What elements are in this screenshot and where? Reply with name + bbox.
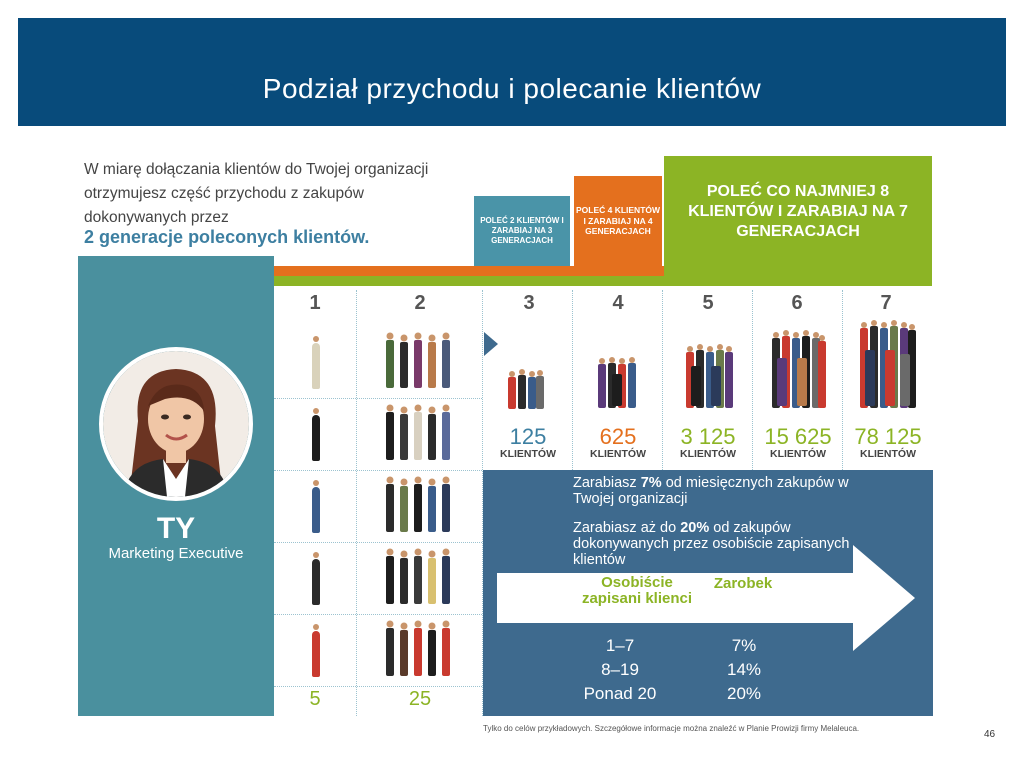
client-count: 3 125 bbox=[680, 424, 736, 449]
green-strip bbox=[274, 276, 932, 286]
crowd-icon bbox=[594, 356, 640, 412]
page-title: Podział przychodu i polecanie klientów bbox=[262, 73, 762, 104]
grid-divider bbox=[274, 686, 482, 687]
intro-text: W miarę dołączania klientów do Twojej organizacji otrzymujesz część przychodu z zakupów dokonywanych przez bbox=[84, 161, 429, 226]
client-count: 625 bbox=[599, 424, 637, 449]
group-of-five-icon bbox=[380, 618, 460, 680]
orange-strip bbox=[274, 266, 664, 276]
generation-7-number: 7 bbox=[880, 292, 892, 314]
generation-2-total: 25 bbox=[408, 688, 432, 710]
tab-refer-2: POLEĆ 2 KLIENTÓW I ZARABIAJ NA 3 GENERACJACH bbox=[474, 196, 570, 266]
group-of-five-icon bbox=[380, 474, 460, 536]
grid-divider bbox=[274, 470, 482, 471]
crowd-icon bbox=[768, 330, 828, 412]
earnings-personal-text: Zarabiasz aż do 20% od zakupów dokonywanych przez osobiście zapisanych klientów bbox=[573, 520, 850, 568]
page-number: 46 bbox=[984, 729, 996, 740]
client-count: 125 bbox=[509, 424, 547, 449]
group-of-five-icon bbox=[380, 402, 460, 464]
tab-refer-8: POLEĆ CO NAJMNIEJ 8 KLIENTÓW I ZARABIAJ NA 7 GENERACJACH bbox=[664, 156, 932, 286]
table-cell-clients: 8–19 bbox=[601, 660, 639, 679]
woman-portrait-icon bbox=[99, 347, 253, 501]
generation-2-number: 2 bbox=[414, 292, 426, 314]
flow-arrow-icon bbox=[484, 332, 498, 356]
table-header-earning: Zarobek bbox=[713, 575, 773, 592]
client-count-label: KLIENTÓW bbox=[500, 448, 556, 460]
client-count: 78 125 bbox=[854, 424, 922, 449]
group-of-five-icon bbox=[380, 330, 460, 392]
earnings-organization-text: Zarabiasz 7% od miesięcznych zakupów w Twojej organizacji bbox=[573, 475, 849, 507]
generation-4-number: 4 bbox=[612, 292, 624, 314]
grid-divider bbox=[274, 542, 482, 543]
crowd-icon bbox=[504, 368, 546, 412]
disclaimer-text: Tylko do celów przykładowych. Szczegółowe informacje można znaleźć w Planie Prowizji firmy Melaleuca. bbox=[483, 724, 860, 733]
crowd-icon bbox=[682, 344, 736, 412]
grid-divider bbox=[356, 290, 357, 716]
client-count-label: KLIENTÓW bbox=[680, 448, 736, 460]
intro-emphasis: 2 generacje poleconych klientów. bbox=[84, 227, 370, 247]
table-cell-clients: Ponad 20 bbox=[583, 684, 657, 703]
table-cell-earning: 7% bbox=[731, 636, 757, 655]
table-cell-earning: 14% bbox=[726, 660, 762, 679]
table-cell-earning: 20% bbox=[726, 684, 762, 703]
crowd-icon bbox=[856, 320, 918, 412]
title-banner bbox=[18, 18, 1006, 126]
client-count-label: KLIENTÓW bbox=[770, 448, 826, 460]
group-of-five-icon bbox=[380, 546, 460, 608]
tab-refer-4: POLEĆ 4 KLIENTÓW I ZARABIAJ NA 4 GENERACJACH bbox=[574, 176, 662, 266]
generation-5-number: 5 bbox=[702, 292, 714, 314]
profile-name: TY bbox=[156, 512, 196, 545]
client-count: 15 625 bbox=[764, 424, 832, 449]
generation-1-total: 5 bbox=[309, 688, 321, 710]
grid-divider bbox=[274, 614, 482, 615]
table-header-clients: Osobiście zapisani klienci bbox=[581, 574, 693, 607]
grid-divider bbox=[274, 398, 482, 399]
generation-1-number: 1 bbox=[309, 292, 321, 314]
generation-3-number: 3 bbox=[523, 292, 535, 314]
table-cell-clients: 1–7 bbox=[605, 636, 635, 655]
generation-6-number: 6 bbox=[791, 292, 803, 314]
profile-role: Marketing Executive bbox=[108, 545, 244, 562]
client-count-label: KLIENTÓW bbox=[860, 448, 916, 460]
client-count-label: KLIENTÓW bbox=[590, 448, 646, 460]
